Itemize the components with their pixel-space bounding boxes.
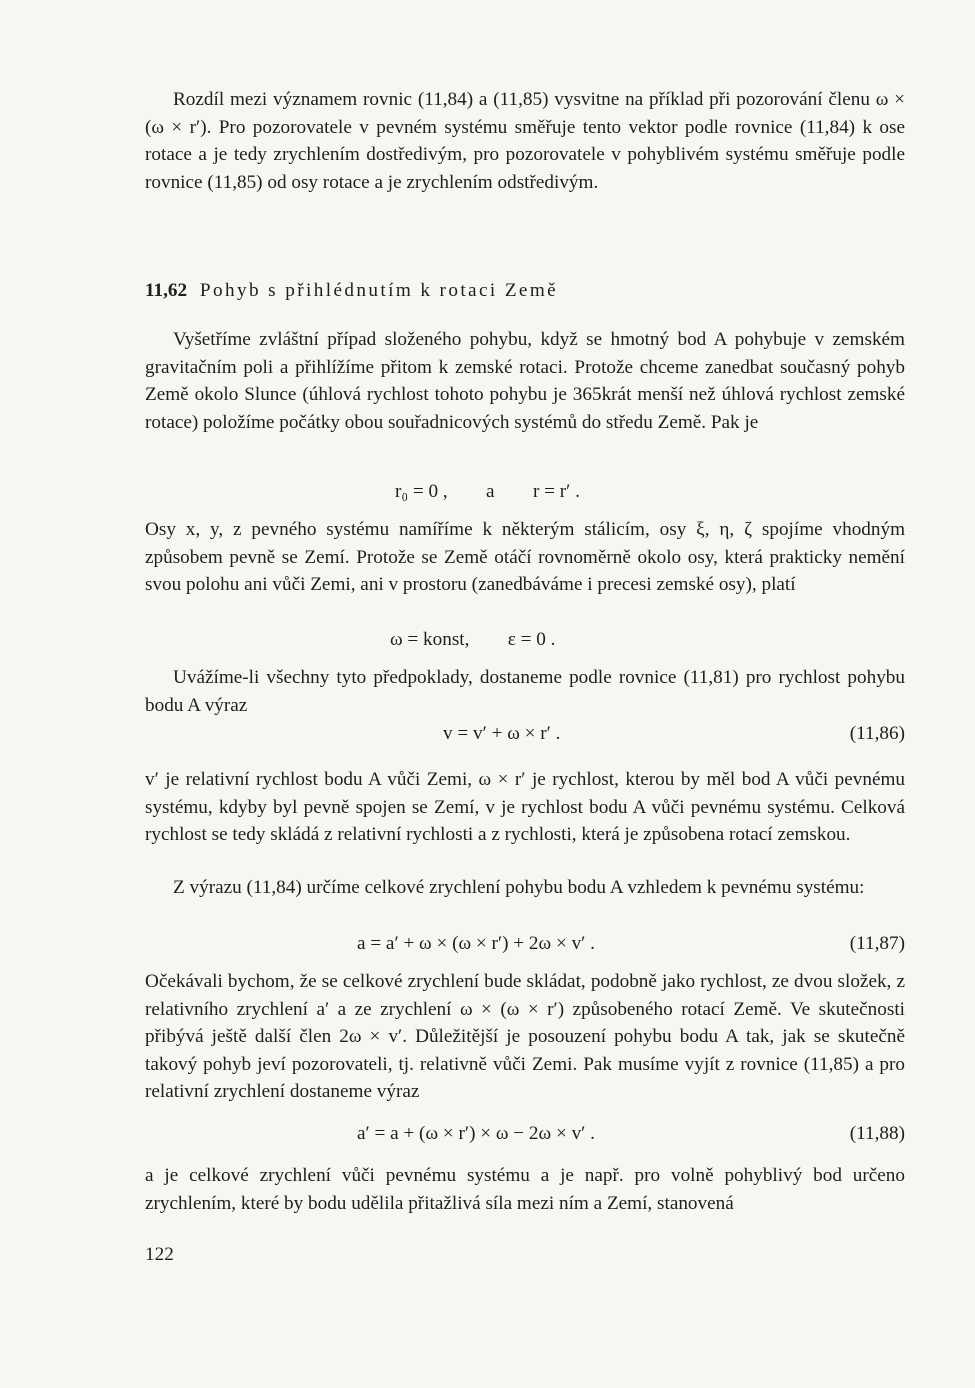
equation-expression: a′ = a + (ω × r′) × ω − 2ω × v′ . xyxy=(357,1123,595,1144)
equation-expression: a = a′ + ω × (ω × r′) + 2ω × v′ . xyxy=(357,933,595,954)
paragraph-acceleration-explain: Očekávali bychom, že se celkové zrychlení bude skládat, podobně jako rychlost, ze dvou složek, z relativního zrychlení a′ a ze zrychlení ω × (ω × r′) způsobeného rotací Země. Ve skutečnosti přibývá ještě další člen 2ω × v′. Důležitější je posouzení pohybu bodu A tak, jak se skutečně takový pohyb jeví pozorovateli, tj. relativně vůči Zemi. Pak musíme vyjít z rovnice (11,85) a pro relativní zrychlení dostaneme výraz xyxy=(145,971,905,1103)
paragraph-intro: Rozdíl mezi významem rovnic (11,84) a (11,85) vysvitne na příklad při pozorování členu ω × (ω × r′). Pro pozorovatele v pevném systému směřuje tento vektor podle rovnice (11,84) k ose rotace a je tedy zrychlením dostředivým, pro pozorovatele v pohyblivém systému směřuje podle rovnice (11,85) od osy rotace a je zrychlením odstředivým. xyxy=(145,89,905,193)
equation-11-86 xyxy=(145,720,905,748)
equation-number: (11,86) xyxy=(849,723,905,744)
equation-origin xyxy=(145,478,905,506)
section-title: Pohyb s přihlédnutím k rotaci Země xyxy=(199,280,559,301)
section-number: 11,62 xyxy=(145,280,188,301)
section-heading xyxy=(145,280,558,302)
page-number: 122 xyxy=(145,1244,174,1265)
paragraph-final: a je celkové zrychlení vůči pevnému systému a je např. pro volně pohyblivý bod určeno zrychlením, které by bodu udělila přitažlivá síla mezi ním a Zemí, stanovená xyxy=(145,1165,905,1214)
paragraph-velocity-explain: v′ je relativní rychlost bodu A vůči Zemi, ω × r′ je rychlost, kterou by měl bod A vůči pevnému systému, kdyby byl pevně spojen se Zemí, v je rychlost bodu A vůči pevnému systému. Celková rychlost se tedy skládá z relativní rychlosti a z rychlosti, která je způsobena rotací zemskou. xyxy=(145,769,905,846)
paragraph-axes: Osy x, y, z pevného systému namíříme k některým stálicím, osy ξ, η, ζ spojíme vhodným způsobem pevně se Zemí. Protože se Země otáčí rovnoměrně okolo osy, která prakticky nemění svou polohu ani vůči Zemi, ani v prostoru (zanedbáváme i precesi zemské osy), platí xyxy=(145,519,905,596)
equation-expression: ω = konst, ε = 0 . xyxy=(390,629,556,650)
equation-number: (11,88) xyxy=(849,1123,905,1144)
equation-number: (11,87) xyxy=(849,933,905,954)
equation-omega xyxy=(145,626,905,654)
paragraph-velocity-intro: Uvážíme-li všechny tyto předpoklady, dostaneme podle rovnice (11,81) pro rychlost pohybu bodu A výraz xyxy=(145,667,905,716)
equation-11-88 xyxy=(145,1120,905,1148)
paragraph-setup: Vyšetříme zvláštní případ složeného pohybu, když se hmotný bod A pohybuje v zemském gravitačním poli a přihlížíme přitom k zemské rotaci. Protože chceme zanedbat současný pohyb Země okolo Slunce (úhlová rychlost tohoto pohybu je 365krát menší než úhlová rychlost zemské rotace) položíme počátky obou souřadnicových systémů do středu Země. Pak je xyxy=(145,329,905,433)
equation-expression: v = v′ + ω × r′ . xyxy=(443,723,561,744)
equation-11-87 xyxy=(145,930,905,958)
equation-expression: r₀ = 0 , a r = r′ . xyxy=(395,481,580,502)
paragraph-acceleration-intro: Z výrazu (11,84) určíme celkové zrychlení pohybu bodu A vzhledem k pevnému systému: xyxy=(173,877,865,898)
